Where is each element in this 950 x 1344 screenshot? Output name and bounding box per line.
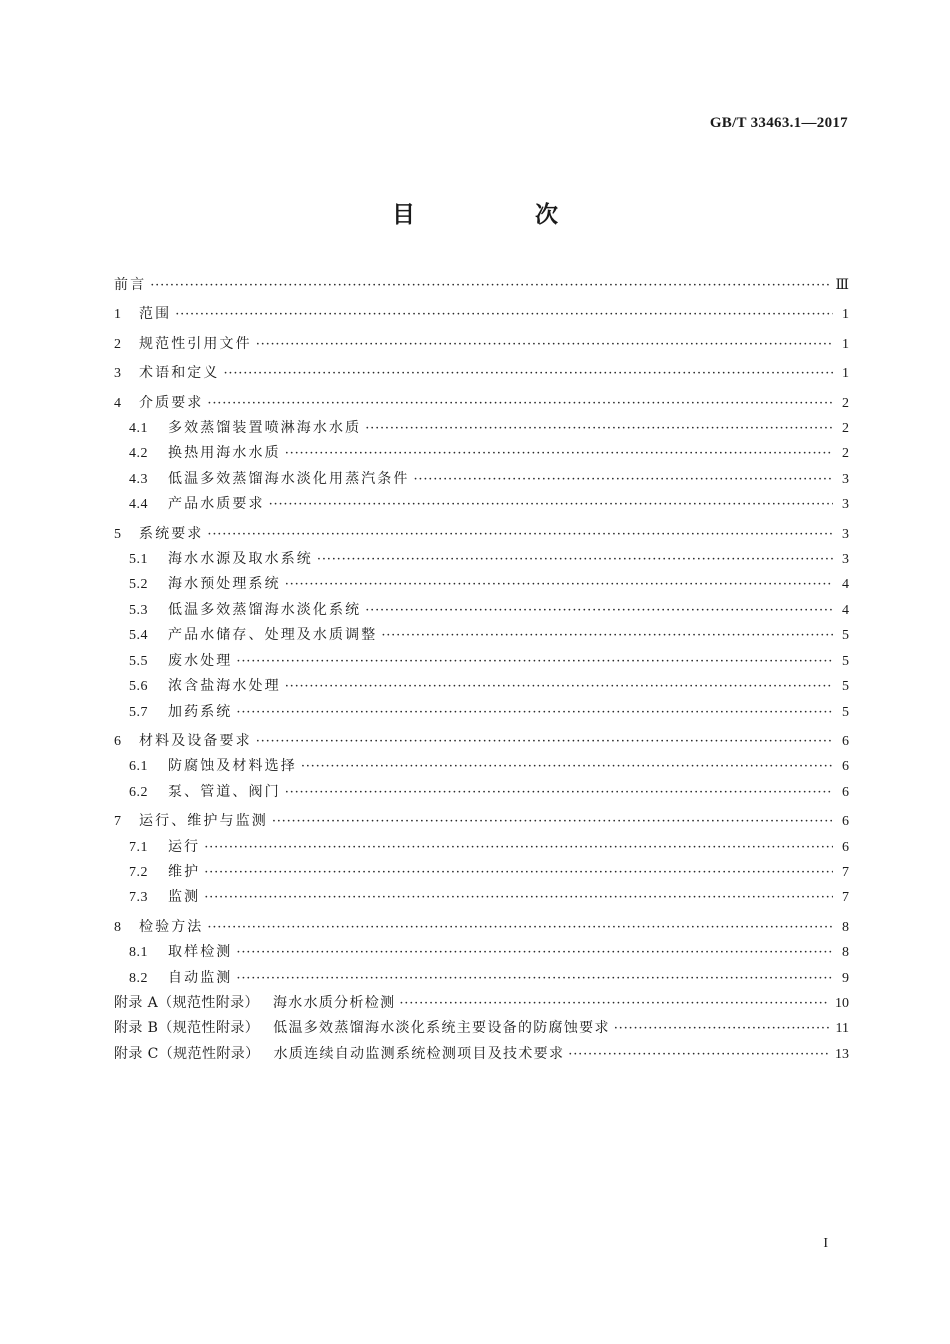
toc-dot-leader [365, 598, 833, 623]
toc-page-number: 9 [842, 970, 849, 986]
toc-entry-number: 7.3 [129, 890, 148, 906]
toc-dot-leader [224, 361, 834, 386]
toc-entry-title: 系统要求 [139, 525, 204, 542]
toc-dot-leader [236, 966, 833, 991]
toc-dot-leader [285, 780, 833, 805]
toc-entry-number: 7 [114, 814, 122, 830]
toc-subsection-entry[interactable] [114, 885, 849, 910]
page-title: 目 次 [391, 202, 614, 228]
toc-entry-title: 换热用海水水质 [168, 445, 281, 462]
toc-entry-number: 5.2 [129, 577, 148, 593]
toc-page-number: 1 [842, 307, 849, 323]
toc-subsection-entry[interactable] [114, 966, 849, 991]
toc-dot-leader [150, 273, 829, 298]
toc-page-number: 10 [835, 995, 849, 1011]
toc-page-number: 8 [842, 919, 849, 935]
toc-entry-title: 自动监测 [168, 969, 233, 986]
toc-entry-number: 1 [114, 307, 122, 323]
toc-section-entry[interactable] [114, 302, 849, 327]
toc-page-number: 2 [842, 446, 849, 462]
toc-appendix-label: 附录 C（规范性附录） [114, 1045, 260, 1062]
toc-dot-leader [381, 623, 833, 648]
toc-subsection-entry[interactable] [114, 547, 849, 572]
toc-dot-leader [285, 674, 833, 699]
toc-dot-leader [269, 492, 833, 517]
toc-entry-number: 4.3 [129, 471, 148, 487]
toc-dot-leader [285, 441, 833, 466]
toc-section-entry[interactable] [114, 332, 849, 357]
toc-page-number: 13 [835, 1046, 849, 1062]
toc-page-number: 4 [842, 577, 849, 593]
toc-subsection-entry[interactable] [114, 572, 849, 597]
toc-entry-title: 低温多效蒸馏海水淡化系统 [168, 601, 362, 618]
toc-entry-title: 低温多效蒸馏海水淡化系统主要设备的防腐蚀要求 [273, 1020, 610, 1037]
toc-entry-title: 运行 [168, 838, 201, 855]
toc-dot-leader [399, 991, 829, 1016]
toc-dot-leader [568, 1042, 829, 1067]
toc-entry-number: 4.2 [129, 446, 148, 462]
toc-entry-number: 7.2 [129, 864, 148, 880]
toc-entry-title: 维护 [168, 863, 201, 880]
toc-page-number: 7 [842, 890, 849, 906]
toc-entry-title: 取样检测 [168, 944, 233, 961]
toc-dot-leader [207, 522, 833, 547]
toc-page-number: 3 [842, 526, 849, 542]
toc-page-number: 1 [842, 366, 849, 382]
toc-subsection-entry[interactable] [114, 940, 849, 965]
toc-subsection-entry[interactable] [114, 492, 849, 517]
toc-subsection-entry[interactable] [114, 467, 849, 492]
toc-section-entry[interactable] [114, 391, 849, 416]
toc-entry-title: 介质要求 [139, 394, 204, 411]
toc-page-number: 7 [842, 864, 849, 880]
toc-dot-leader [236, 940, 833, 965]
toc-subsection-entry[interactable] [114, 649, 849, 674]
toc-entry-number: 4 [114, 395, 122, 411]
toc-page-number: 2 [842, 395, 849, 411]
toc-entry-title: 浓含盐海水处理 [168, 678, 281, 695]
toc-appendix-entry[interactable] [114, 1016, 849, 1041]
toc-entry-title: 监测 [168, 889, 201, 906]
toc-entry-number: 5.3 [129, 602, 148, 618]
toc-page-number: 6 [842, 839, 849, 855]
toc-entry-title: 低温多效蒸馏海水淡化用蒸汽条件 [168, 470, 410, 487]
toc-entry-title: 海水预处理系统 [168, 576, 281, 593]
toc-entry-title: 运行、维护与监测 [139, 813, 268, 830]
toc-entry-title: 材料及设备要求 [139, 732, 252, 749]
toc-entry-number: 6 [114, 733, 122, 749]
toc-subsection-entry[interactable] [114, 860, 849, 885]
toc-dot-leader [204, 835, 833, 860]
toc-page-number: 3 [842, 497, 849, 513]
toc-dot-leader [204, 885, 833, 910]
toc-dot-leader [614, 1016, 830, 1041]
toc-page-number: 8 [842, 945, 849, 961]
toc-appendix-label: 附录 A（规范性附录） [114, 994, 259, 1011]
toc-page-number: 3 [842, 552, 849, 568]
toc-entry-title: 规范性引用文件 [139, 335, 252, 352]
toc-page-number: 6 [842, 733, 849, 749]
toc-entry-number: 5.5 [129, 653, 148, 669]
toc-subsection-entry[interactable] [114, 441, 849, 466]
toc-entry-title: 海水水源及取水系统 [168, 551, 313, 568]
toc-appendix-entry[interactable] [114, 1042, 849, 1067]
toc-entry-title: 加药系统 [168, 703, 233, 720]
toc-entry-title: 范围 [139, 306, 172, 323]
toc-dot-leader [272, 809, 833, 834]
toc-section-entry[interactable] [114, 273, 849, 298]
toc-entry-number: 5.4 [129, 628, 148, 644]
toc-subsection-entry[interactable] [114, 674, 849, 699]
toc-entry-number: 7.1 [129, 839, 148, 855]
toc-subsection-entry[interactable] [114, 598, 849, 623]
toc-dot-leader [301, 754, 833, 779]
toc-section-entry[interactable] [114, 729, 849, 754]
toc-subsection-entry[interactable] [114, 780, 849, 805]
toc-dot-leader [236, 649, 833, 674]
toc-page-number: 3 [842, 471, 849, 487]
toc-subsection-entry[interactable] [114, 416, 849, 441]
toc-entry-number: 2 [114, 336, 122, 352]
toc-dot-leader [365, 416, 833, 441]
toc-page-number: 5 [842, 653, 849, 669]
toc-dot-leader [204, 860, 833, 885]
toc-entry-title: 产品水质要求 [168, 496, 265, 513]
toc-subsection-entry[interactable] [114, 835, 849, 860]
toc-dot-leader [175, 302, 833, 327]
toc-page-number: Ⅲ [835, 278, 849, 293]
toc-entry-title: 多效蒸馏装置喷淋海水水质 [168, 420, 362, 437]
toc-entry-number: 8.2 [129, 970, 148, 986]
toc-subsection-entry[interactable] [114, 700, 849, 725]
toc-entry-title: 泵、管道、阀门 [168, 783, 281, 800]
toc-entry-title: 术语和定义 [139, 365, 220, 382]
toc-appendix-label: 附录 B（规范性附录） [114, 1020, 260, 1037]
toc-subsection-entry[interactable] [114, 754, 849, 779]
toc-entry-number: 6.1 [129, 759, 148, 775]
toc-dot-leader [207, 391, 833, 416]
toc-page-number: 6 [842, 814, 849, 830]
toc-entry-number: 4.4 [129, 497, 148, 513]
toc-entry-title: 废水处理 [168, 652, 233, 669]
toc-entry-title: 防腐蚀及材料选择 [168, 758, 297, 775]
toc-entry-number: 5 [114, 526, 122, 542]
toc-dot-leader [256, 729, 833, 754]
toc-page-number: 5 [842, 679, 849, 695]
toc-dot-leader [285, 572, 833, 597]
toc-section-entry[interactable] [114, 915, 849, 940]
toc-page-number: 6 [842, 784, 849, 800]
toc-subsection-entry[interactable] [114, 623, 849, 648]
toc-dot-leader [207, 915, 833, 940]
toc-page-number: 1 [842, 336, 849, 352]
toc-dot-leader [236, 700, 833, 725]
toc-section-entry[interactable] [114, 361, 849, 386]
toc-entry-title: 前言 [114, 277, 147, 293]
toc-entry-number: 6.2 [129, 784, 148, 800]
standard-code: GB/T 33463.1—2017 [709, 115, 848, 131]
toc-page-number: 4 [842, 602, 849, 618]
page-number: I [823, 1236, 828, 1251]
toc-page-number: 6 [842, 759, 849, 775]
toc-dot-leader [256, 332, 833, 357]
toc-page-number: 2 [842, 421, 849, 437]
toc-dot-leader [414, 467, 834, 492]
toc-section-entry[interactable] [114, 522, 849, 547]
toc-entry-title: 检验方法 [139, 918, 204, 935]
toc-entry-number: 4.1 [129, 421, 148, 437]
toc-entry-number: 5.7 [129, 704, 148, 720]
toc-page-number: 5 [842, 704, 849, 720]
toc-entry-number: 8.1 [129, 945, 148, 961]
toc-section-entry[interactable] [114, 809, 849, 834]
toc-page-number: 5 [842, 628, 849, 644]
toc-entry-title: 产品水储存、处理及水质调整 [168, 627, 378, 644]
toc-entry-title: 水质连续自动监测系统检测项目及技术要求 [273, 1045, 565, 1062]
toc-entry-number: 3 [114, 366, 122, 382]
toc-entry-number: 5.1 [129, 552, 148, 568]
toc-entry-title: 海水水质分析检测 [272, 994, 396, 1011]
toc-dot-leader [317, 547, 833, 572]
toc-appendix-entry[interactable] [114, 991, 849, 1016]
toc-page-number: 11 [835, 1021, 849, 1037]
toc-entry-number: 5.6 [129, 679, 148, 695]
toc-entry-number: 8 [114, 919, 122, 935]
table-of-contents [114, 273, 849, 1067]
